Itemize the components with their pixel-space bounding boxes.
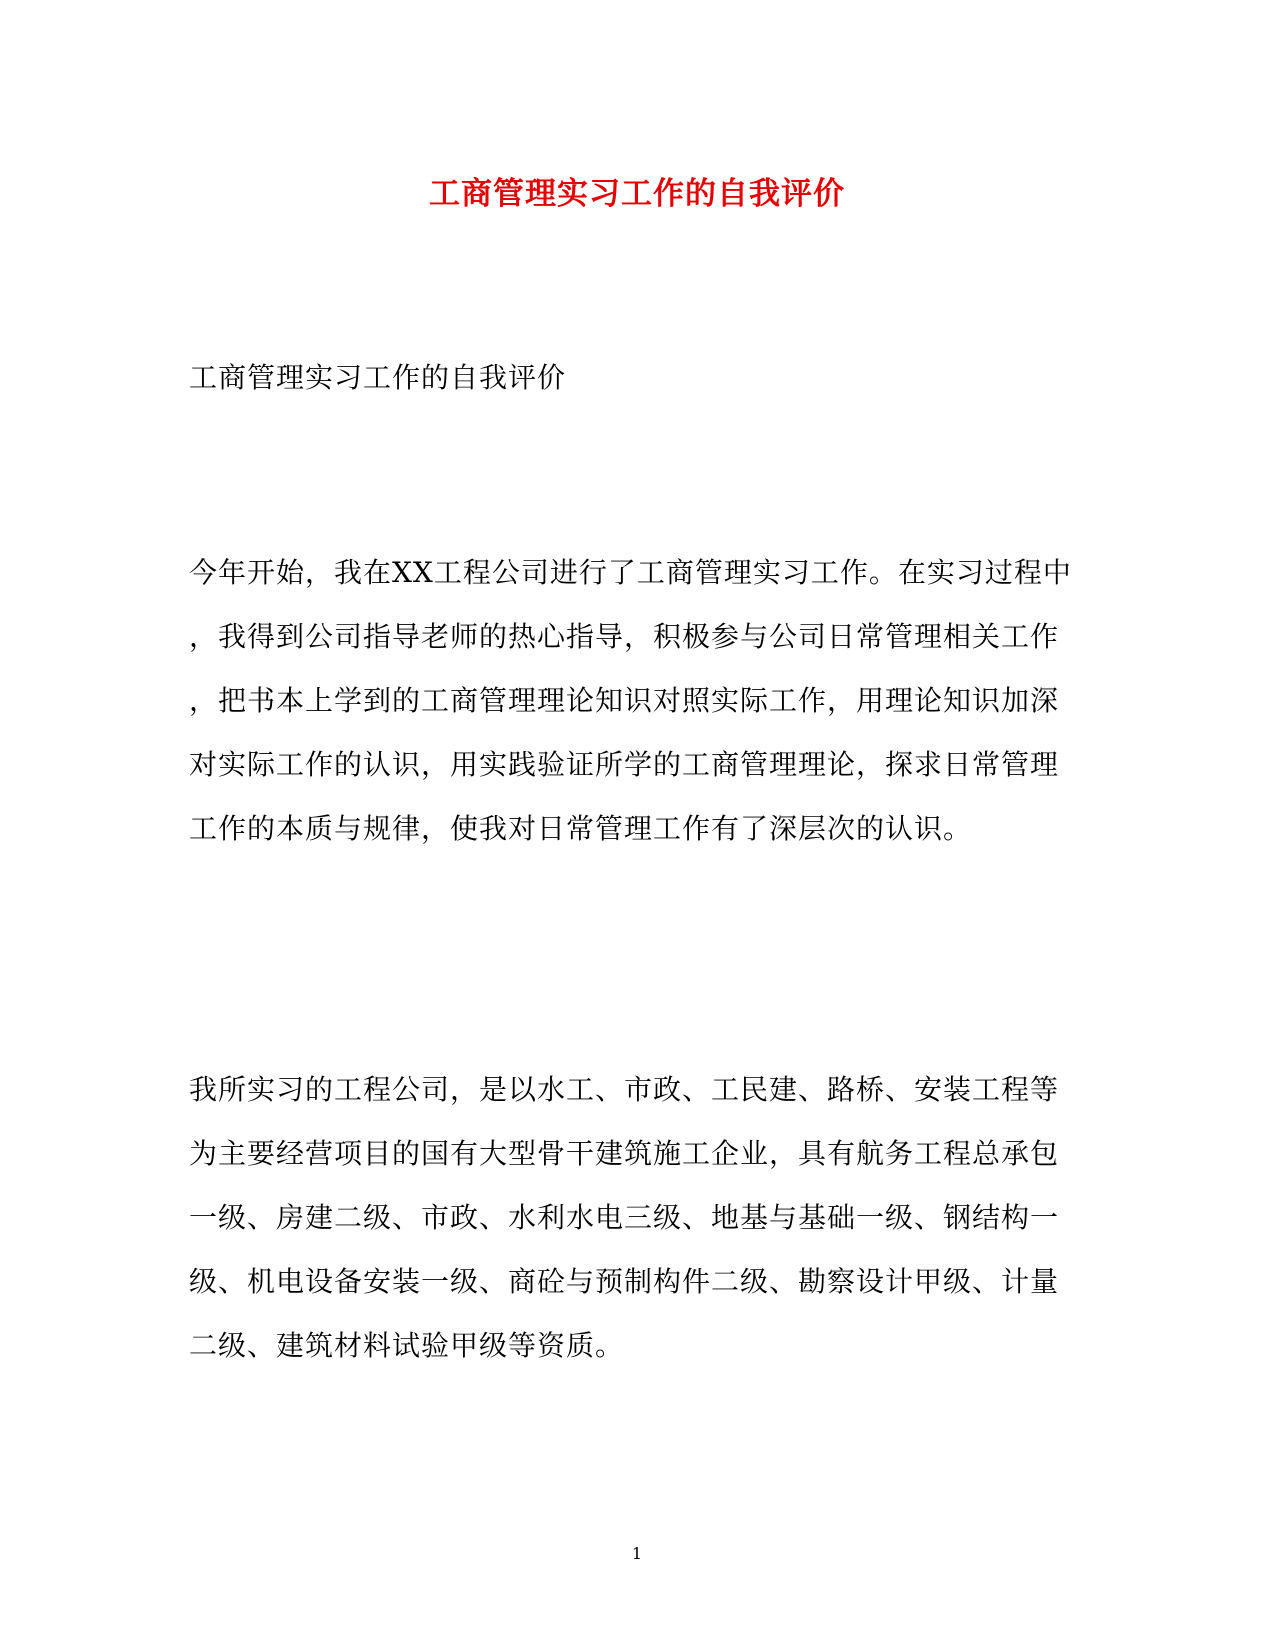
paragraph-line: ，把书本上学到的工商管理理论知识对照实际工作，用理论知识加深 [189, 684, 1060, 717]
page-number: 1 [631, 1544, 643, 1563]
paragraph-2 [189, 1070, 1069, 1390]
document-subtitle: 工商管理实习工作的自我评价 [189, 361, 567, 394]
paragraph-line: 工作的本质与规律，使我对日常管理工作有了深层次的认识。 [189, 812, 973, 845]
paragraph-1 [189, 553, 1072, 873]
paragraph-line: 今年开始，我在XX工程公司进行了工商管理实习工作。在实习过程中 [189, 556, 1072, 589]
paragraph-line: 对实际工作的认识，用实践验证所学的工商管理理论，探求日常管理 [189, 748, 1060, 781]
paragraph-line: 为主要经营项目的国有大型骨干建筑施工企业，具有航务工程总承包 [189, 1137, 1060, 1170]
paragraph-line: 二级、建筑材料试验甲级等资质。 [189, 1329, 625, 1362]
document-title: 工商管理实习工作的自我评价 [429, 176, 845, 212]
paragraph-line: 我所实习的工程公司，是以水工、市政、工民建、路桥、安装工程等 [189, 1073, 1060, 1106]
paragraph-line: 级、机电设备安装一级、商砼与预制构件二级、勘察设计甲级、计量 [189, 1265, 1060, 1298]
paragraph-line: ，我得到公司指导老师的热心指导，积极参与公司日常管理相关工作 [189, 620, 1060, 653]
paragraph-line: 一级、房建二级、市政、水利水电三级、地基与基础一级、钢结构一 [189, 1201, 1060, 1234]
